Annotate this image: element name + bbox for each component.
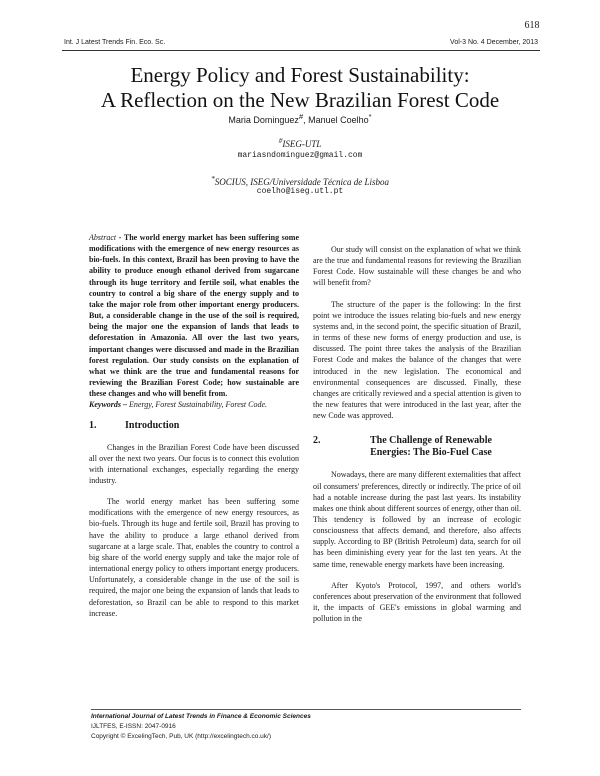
title-line-2: A Reflection on the New Brazilian Forest Code <box>100 88 500 112</box>
footer-journal: International Journal of Latest Trends in Finance & Economic Sciences <box>91 713 311 720</box>
page-number: 618 <box>524 20 540 31</box>
left-column <box>89 232 299 619</box>
footer-issn: IJLTFES, E-ISSN: 2047-0916 <box>91 723 176 730</box>
affiliation-name: ISEG-UTL <box>282 139 322 149</box>
author-affil-mark: * <box>368 112 372 121</box>
section-title <box>341 435 521 459</box>
paragraph: Nowadays, there are many different externalities that affect oil consumers' preferences, directly or indirectly. The price of oil had a notable increase during the past last years. Its instability makes one think about different sources of energy, other than oil. This tendency is followed by an increase of ecologic consciousness that affects demand, and therefore, also affects supply. According to BP (British Petroleum) data, search for oil has been diminishing every year for the last ten years. At the same time, renewable energy markets have been increasing. <box>313 470 522 569</box>
section-title-line-2: Energies: The Bio-Fuel Case <box>370 447 492 459</box>
running-header-journal: Int. J Latest Trends Fin. Eco. Sc. <box>64 39 166 46</box>
paper-title <box>60 63 540 113</box>
header-divider <box>62 50 540 51</box>
abstract-label: Abstract <box>89 233 117 242</box>
footer-divider <box>91 709 521 710</box>
affiliation-1 <box>60 136 540 149</box>
right-column <box>313 232 521 624</box>
section-2-heading <box>313 435 521 459</box>
keywords-text: Energy, Forest Sustainability, Forest Code. <box>129 400 267 410</box>
author-list: Maria Dominguez#, Manuel Coelho* <box>228 112 372 125</box>
abstract <box>89 232 299 399</box>
paragraph: After Kyoto's Protocol, 1997, and others world's conferences about preservation of the environment that followed it, the impacts of GEE's emissions in global warming and pollution in the <box>313 580 521 624</box>
paragraph: Our study will consist on the explanation of what we think are the true and fundamental reasons for reviewing the Brazilian Forest Code. How sustainable will these changes be and who will benefit from? <box>313 245 521 288</box>
footer-copyright: Copyright © ExcelingTech, Pub, UK (http://excelingtech.co.uk/) <box>91 733 272 740</box>
author-name: Maria Dominguez <box>228 115 299 125</box>
paragraph: The structure of the paper is the following: In the first point we introduce the issues relating bio-fuels and new energy systems and, in the second point, the specific situation of Brazil, in terms of these new forms of energy production and use, is discussed. The point three takes the analysis of the Brazilian Forest Code and makes the balance of the changes that were introduced in the new legislation. The economical and environmental consequences are discussed. Finally, these changes are critically reviewed and a special attention is given to the new features that were introduced in the last year, after the new Code was approved. <box>313 299 521 421</box>
paragraph: Changes in the Brazilian Forest Code have been discussed all over the next two years. Our focus is to connect this evolution with international exchanges, especially regarding the energy industry. <box>89 442 299 485</box>
section-1-heading <box>89 420 299 432</box>
section-title: Introduction <box>125 419 180 431</box>
section-number: 1. <box>89 419 97 431</box>
affiliation-1-email: mariasndominguez@gmail.com <box>237 151 363 160</box>
title-line-1: Energy Policy and Forest Sustainability: <box>130 63 470 87</box>
abstract-text: - The world energy market has been suffering some modifications with the emergence of new energy resources as bio-fuels. In this context, Brazil has been proving to have the ability to produce enough ethanol derived from sugarcane through its huge territory and fertile soil, what enables the country to control a big share of the energy supply and to take the major role from other important energy producers. But, a considerable change in the use of the soil is required, being the major one the expansion of lands that leads to deforestation in Amazonia. All over the last two years, important changes were discussed and made in the Brazilian forest regulation. Our study consists on the explanation of what we think are the true and fundamental reasons for reviewing the Brazilian Forest Code; how sustainable are these changes and who will benefit from. <box>89 233 300 399</box>
running-header-volume: Vol-3 No. 4 December, 2013 <box>450 39 538 46</box>
affiliation-2-email: coelho@iseg.utl.pt <box>256 187 344 196</box>
section-title-line-1: The Challenge of Renewable <box>370 435 492 447</box>
author-name: Manuel Coelho <box>308 115 369 125</box>
affiliation-mark: * <box>211 174 215 183</box>
affiliation-name: SOCIUS, ISEG/Universidade Técnica de Lisboa <box>214 177 389 187</box>
keywords <box>89 399 299 410</box>
author-affil-mark: # <box>298 112 304 121</box>
affiliation-mark: # <box>278 136 283 145</box>
section-number: 2. <box>313 435 321 447</box>
keywords-label: Keywords – <box>89 400 127 410</box>
paragraph: The world energy market has been suffering some modifications with the emergence of new energy resources, as bio-fuels. Through its huge and fertile soil, Brazil has proving to have the ability to produce a large ethanol derived from sugarcane at a large scale. That, enables the country to control a big share of the world energy supply and take the major role of international energy policy to others important energy producers. Unfortunately, a considerable change in the use of the soil is required, the major one being the expansion of lands that leads to deforestation, so Brazil can be able to respond to this market increase. <box>89 497 299 618</box>
affiliation-2 <box>60 174 540 187</box>
